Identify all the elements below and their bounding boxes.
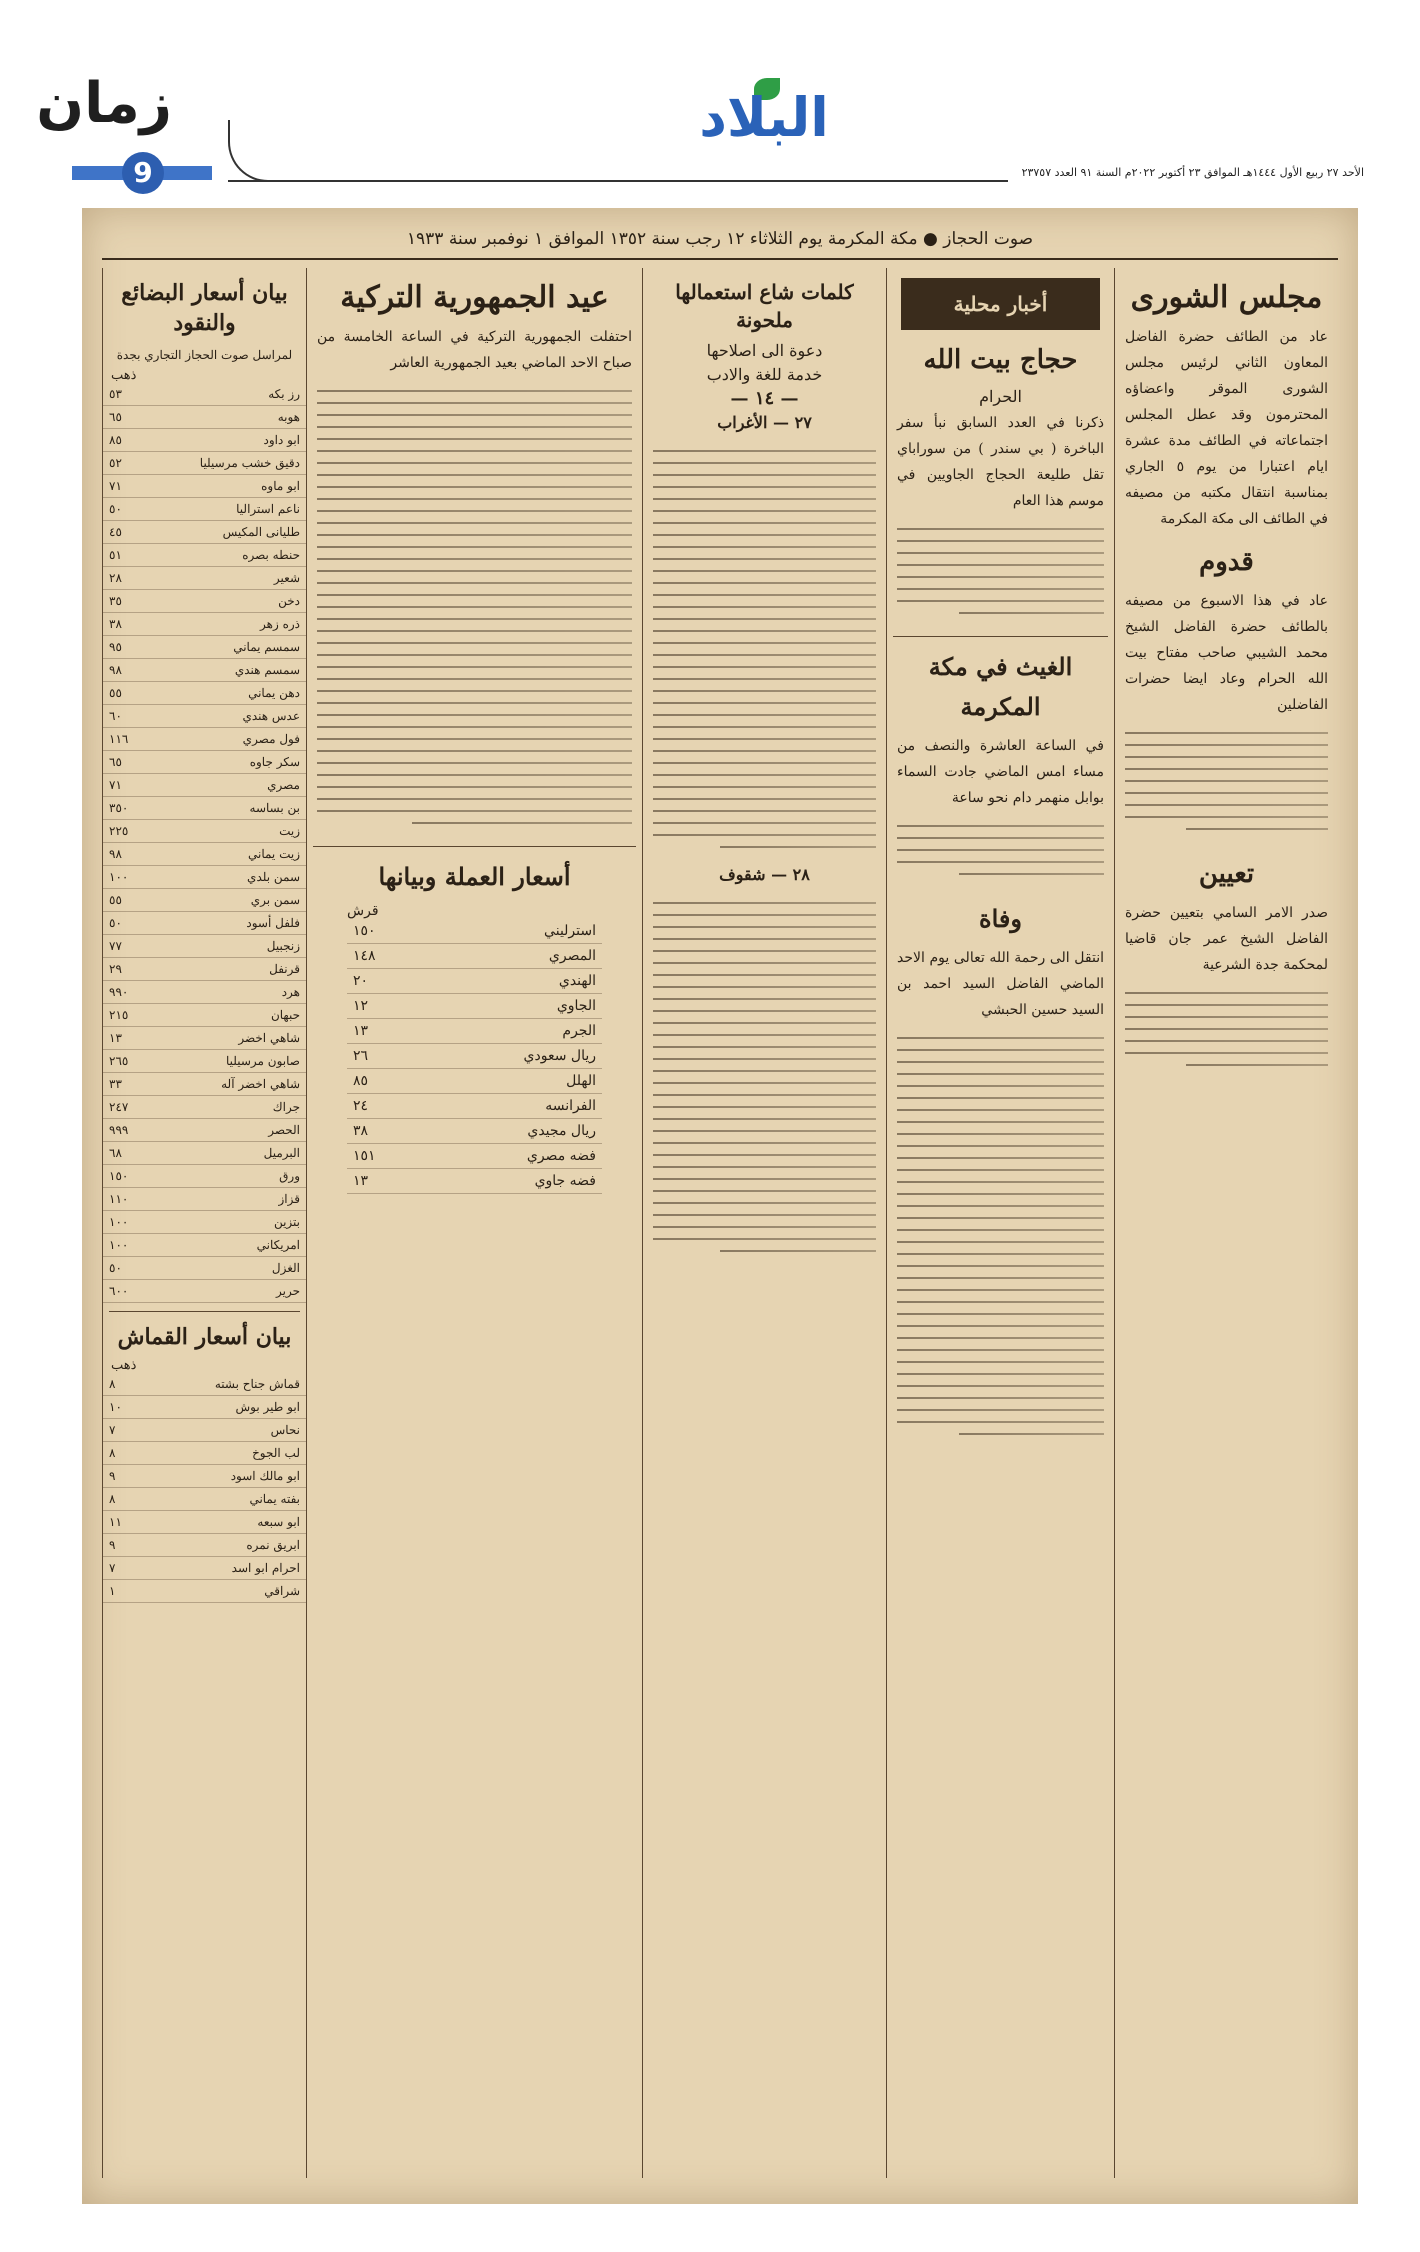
currency-row-value: ٨٥: [347, 1069, 419, 1094]
price-row-value: ٥٠: [103, 912, 175, 935]
price-row-value: ٢١٥: [103, 1004, 175, 1027]
headline-cloth: بيان أسعار القماش: [117, 1324, 292, 1350]
price-row: [103, 475, 306, 498]
currency-row: [347, 1019, 602, 1044]
price-row: [103, 682, 306, 705]
series-number: — ١٤ —: [730, 388, 799, 409]
price-row: [103, 636, 306, 659]
price-row-value: ٣٣: [103, 1073, 175, 1096]
price-row-name: سمن بري: [175, 889, 306, 912]
cloth-row-value: ٩: [103, 1465, 175, 1488]
price-row: [103, 590, 306, 613]
currency-row-name: الفرانسه: [419, 1094, 602, 1119]
price-row-name: دهن يماني: [175, 682, 306, 705]
headline-ghaith: الغيث في مكة المكرمة: [928, 652, 1073, 721]
cloth-row: [103, 1580, 306, 1603]
price-row: [103, 889, 306, 912]
header-rule-curve: [228, 120, 288, 182]
price-row: [103, 1119, 306, 1142]
column-jumhuriya: [306, 268, 642, 2178]
article-hajj-text: ذكرنا في العدد السابق نبأ سفر الباخرة ( بي سندر ) من سوراباي تقل طليعة الحجاج الجاويين في موسم هذا العام: [897, 415, 1104, 509]
price-row-name: ابو داود: [175, 429, 306, 452]
price-row: [103, 866, 306, 889]
price-row-name: جراك: [175, 1096, 306, 1119]
price-row-value: ٥٣: [103, 383, 175, 406]
cloth-unit-label: ذهب: [111, 1358, 137, 1373]
currency-row-value: ١٥٠: [347, 919, 419, 944]
price-row-value: ٦٨: [103, 1142, 175, 1165]
archive-newspaper-page: [82, 208, 1358, 2204]
prices-table: [103, 383, 306, 1303]
price-row-name: دخن: [175, 590, 306, 613]
currency-row-name: الجرم: [419, 1019, 602, 1044]
currency-row-value: ٢٦: [347, 1044, 419, 1069]
price-row-value: ٧١: [103, 774, 175, 797]
price-row: [103, 912, 306, 935]
price-row: [103, 820, 306, 843]
column-shura: [1114, 268, 1338, 2178]
currency-row-name: فضه مصري: [419, 1144, 602, 1169]
price-row-value: ١٥٠: [103, 1165, 175, 1188]
price-row: [103, 383, 306, 406]
price-row: [103, 1257, 306, 1280]
currency-row: [347, 994, 602, 1019]
currency-row-name: الجاوي: [419, 994, 602, 1019]
price-row-name: حرير: [175, 1280, 306, 1303]
price-row-name: دقيق خشب مرسيليا: [175, 452, 306, 475]
price-row-value: ٩٨: [103, 843, 175, 866]
price-row: [103, 1142, 306, 1165]
currency-row-name: فضه جاوي: [419, 1169, 602, 1194]
cloth-row: [103, 1557, 306, 1580]
currency-row-value: ١٤٨: [347, 944, 419, 969]
article-jumhuriya-lines: [307, 376, 642, 838]
price-row-name: هوبه: [175, 406, 306, 429]
prices-unit-label: ذهب: [111, 368, 137, 383]
price-row-value: ٥٥: [103, 889, 175, 912]
price-row-name: بتزين: [175, 1211, 306, 1234]
price-row-name: البرميل: [175, 1142, 306, 1165]
price-row-value: ١٣: [103, 1027, 175, 1050]
price-row-value: ١١٠: [103, 1188, 175, 1211]
price-row-value: ٥٥: [103, 682, 175, 705]
price-row-value: ٣٥: [103, 590, 175, 613]
currency-row-name: الهلل: [419, 1069, 602, 1094]
price-row-value: ٥٠: [103, 1257, 175, 1280]
price-row-value: ٣٥٠: [103, 797, 175, 820]
currency-row: [347, 1169, 602, 1194]
price-row-name: ناعم استراليا: [175, 498, 306, 521]
currency-row: [347, 1094, 602, 1119]
price-row-value: ٨٥: [103, 429, 175, 452]
cloth-row-value: ٨: [103, 1442, 175, 1465]
price-row-name: رز بكه: [175, 383, 306, 406]
price-row-name: امريكاني: [175, 1234, 306, 1257]
currency-row: [347, 1144, 602, 1169]
price-row-value: ٩٥: [103, 636, 175, 659]
headline-hajj: حجاج بيت الله: [923, 345, 1078, 375]
cloth-row: [103, 1373, 306, 1396]
cloth-row: [103, 1419, 306, 1442]
currency-row: [347, 944, 602, 969]
issue-dateline: الأحد ٢٧ ربيع الأول ١٤٤٤هـ الموافق ٢٣ أكتوبر ٢٠٢٢م السنة ٩١ العدد ٢٣٧٥٧: [1021, 166, 1364, 179]
cloth-row-value: ١: [103, 1580, 175, 1603]
currency-table: [347, 919, 602, 1194]
currency-row: [347, 1044, 602, 1069]
cloth-row-name: نحاس: [175, 1419, 306, 1442]
currency-row-value: ١٣: [347, 1019, 419, 1044]
article-qudum-lines: [1115, 718, 1338, 844]
price-row-value: ٦٥: [103, 751, 175, 774]
price-row-value: ٩٩٩: [103, 1119, 175, 1142]
price-row: [103, 1165, 306, 1188]
price-row-name: زنجبيل: [175, 935, 306, 958]
cloth-row-value: ٩: [103, 1534, 175, 1557]
price-row-value: ١٠٠: [103, 866, 175, 889]
article-ghaith-text: في الساعة العاشرة والنصف من مساء امس الماضي جادت السماء بوابل منهمر دام نحو ساعة: [897, 738, 1104, 806]
price-row-value: ٦٠٠: [103, 1280, 175, 1303]
price-row: [103, 613, 306, 636]
price-row: [103, 1004, 306, 1027]
currency-row-name: ريال سعودي: [419, 1044, 602, 1069]
currency-row-value: ٣٨: [347, 1119, 419, 1144]
price-row: [103, 1096, 306, 1119]
price-row: [103, 1050, 306, 1073]
price-row-name: ورق: [175, 1165, 306, 1188]
cloth-row-name: ابو طير بوش: [175, 1396, 306, 1419]
price-row-value: ٩٩٠: [103, 981, 175, 1004]
price-row-name: ابو ماوه: [175, 475, 306, 498]
currency-row: [347, 1119, 602, 1144]
price-row-name: سمسم هندي: [175, 659, 306, 682]
headline-currency: أسعار العملة وبيانها: [378, 862, 571, 891]
price-row-value: ٣٨: [103, 613, 175, 636]
cloth-row-name: احرام ابو اسد: [175, 1557, 306, 1580]
section-title: زمان: [36, 71, 172, 136]
price-row: [103, 406, 306, 429]
price-row: [103, 935, 306, 958]
headline-wafat: وفاة: [979, 904, 1022, 933]
page-number-badge: 9: [122, 152, 164, 194]
cloth-row: [103, 1534, 306, 1557]
price-row: [103, 544, 306, 567]
price-row: [103, 1211, 306, 1234]
price-row: [103, 1027, 306, 1050]
cloth-row: [103, 1396, 306, 1419]
price-row-name: الغزل: [175, 1257, 306, 1280]
price-row-name: طليانى المكيس: [175, 521, 306, 544]
price-row-name: سمن بلدي: [175, 866, 306, 889]
headline-jumhuriya: عيد الجمهورية التركية: [340, 280, 609, 315]
price-row: [103, 981, 306, 1004]
price-row-name: شعير: [175, 567, 306, 590]
price-row: [103, 774, 306, 797]
price-row: [103, 521, 306, 544]
price-row: [103, 659, 306, 682]
price-row-name: شاهي اخضر آله: [175, 1073, 306, 1096]
price-row-name: حبهان: [175, 1004, 306, 1027]
price-row-value: ٢٩: [103, 958, 175, 981]
price-row: [103, 567, 306, 590]
price-row: [103, 958, 306, 981]
subhead-kalimat-1: دعوة الى اصلاحها: [706, 341, 823, 360]
headline-qudum: قدوم: [1199, 547, 1254, 577]
currency-row-name: ريال مجيدي: [419, 1119, 602, 1144]
price-row-value: ٩٨: [103, 659, 175, 682]
currency-row: [347, 969, 602, 994]
article-shura-text: عاد من الطائف حضرة الفاضل المعاون الثاني لرئيس مجلس الشورى الموقر واعضاؤه المحترمون وقد عطل المجلس اجتماعاته في الطائف مدة عشرة ايام اعتبارا من يوم ٥ الجاري بمناسبة انتقال مكتبه من مصيفه في الطائف الى مكة المكرمة: [1125, 329, 1328, 527]
price-row-name: بن بساسه: [175, 797, 306, 820]
logo-text: البلاد: [699, 86, 829, 149]
price-row-value: ٧٧: [103, 935, 175, 958]
price-row-name: زيت يماني: [175, 843, 306, 866]
entry-2-lines: [643, 888, 886, 1266]
price-row-name: حنطه بصره: [175, 544, 306, 567]
price-row: [103, 1073, 306, 1096]
column-kalimat: [642, 268, 886, 2178]
headline-taayin: تعيين: [1198, 859, 1255, 889]
price-row-name: ذره زهر: [175, 613, 306, 636]
cloth-row: [103, 1442, 306, 1465]
cloth-row-name: ابريق نمره: [175, 1534, 306, 1557]
article-hajj-lines: [887, 514, 1114, 628]
price-row-name: زيت: [175, 820, 306, 843]
headline-shura: مجلس الشورى: [1130, 280, 1323, 315]
price-row-name: فول مصري: [175, 728, 306, 751]
price-row-value: ٤٥: [103, 521, 175, 544]
article-taayin-text: صدر الامر السامي بتعيين حضرة الفاضل الشيخ عمر جان قاضيا لمحكمة جدة الشرعية: [1125, 905, 1328, 973]
price-row-name: فلفل أسود: [175, 912, 306, 935]
price-row: [103, 843, 306, 866]
currency-row-name: المصري: [419, 944, 602, 969]
price-row: [103, 705, 306, 728]
article-jumhuriya-text: احتفلت الجمهورية التركية في الساعة الخامسة من صباح الاحد الماضي بعيد الجمهورية العاشر: [317, 329, 632, 371]
column-hajj: [886, 268, 1114, 2178]
subhead-prices: لمراسل صوت الحجاز التجاري بجدة: [116, 348, 293, 362]
subhead-hajj: الحرام: [979, 387, 1022, 406]
price-row: [103, 429, 306, 452]
article-qudum-text: عاد في هذا الاسبوع من مصيفه بالطائف حضرة الفاضل الشيخ محمد الشيبي صاحب مفتاح بيت الله الحرام وعاد ايضا حضرات الفاضلين: [1125, 593, 1328, 713]
entry-1-lines: [643, 436, 886, 862]
article-taayin-lines: [1115, 978, 1338, 1080]
currency-row-value: ١٥١: [347, 1144, 419, 1169]
column-prices: [102, 268, 306, 2178]
price-row-value: ١١٦: [103, 728, 175, 751]
currency-row-value: ٢٤: [347, 1094, 419, 1119]
price-row-name: هرد: [175, 981, 306, 1004]
cloth-table: [103, 1373, 306, 1603]
price-row-name: الحصر: [175, 1119, 306, 1142]
price-row-value: ٥٠: [103, 498, 175, 521]
article-wafat-text: انتقل الى رحمة الله تعالى يوم الاحد الماضي الفاضل السيد احمد بن السيد حسين الحبشي: [897, 950, 1104, 1018]
cloth-row: [103, 1488, 306, 1511]
cloth-row-name: بفته يماني: [175, 1488, 306, 1511]
currency-row-value: ٢٠: [347, 969, 419, 994]
price-row-value: ٢٦٥: [103, 1050, 175, 1073]
cloth-row-name: ابو مالك اسود: [175, 1465, 306, 1488]
price-row-value: ٦٥: [103, 406, 175, 429]
price-row-value: ١٠٠: [103, 1211, 175, 1234]
price-row: [103, 797, 306, 820]
cloth-row-name: لب الجوخ: [175, 1442, 306, 1465]
cloth-row-value: ٨: [103, 1373, 175, 1396]
price-row: [103, 1188, 306, 1211]
currency-row-name: استرليني: [419, 919, 602, 944]
article-ghaith-lines: [887, 811, 1114, 889]
cloth-row: [103, 1465, 306, 1488]
cloth-row-value: ١٠: [103, 1396, 175, 1419]
cloth-row-value: ٧: [103, 1557, 175, 1580]
price-row-value: ٦٠: [103, 705, 175, 728]
price-row-name: سكر جاوه: [175, 751, 306, 774]
currency-row: [347, 919, 602, 944]
price-row-name: صابون مرسيليا: [175, 1050, 306, 1073]
price-row-name: سمسم يماني: [175, 636, 306, 659]
price-row-value: ١٠٠: [103, 1234, 175, 1257]
subhead-kalimat-2: خدمة للغة والادب: [706, 365, 823, 384]
price-row-value: ٢٢٥: [103, 820, 175, 843]
page-header: [0, 0, 1420, 190]
entry-title-2: ٢٨ — شقوف: [719, 865, 810, 884]
cloth-row-name: قماش جناح بشته: [175, 1373, 306, 1396]
currency-unit-label: قرش: [347, 903, 379, 919]
currency-row-value: ١٢: [347, 994, 419, 1019]
price-row: [103, 728, 306, 751]
price-row-name: قزاز: [175, 1188, 306, 1211]
price-row-name: عدس هندي: [175, 705, 306, 728]
headline-kalimat: كلمات شاع استعمالها ملحونة: [675, 280, 854, 332]
price-row: [103, 452, 306, 475]
entry-title-1: ٢٧ — الأغراب: [717, 413, 812, 432]
cloth-row-value: ١١: [103, 1511, 175, 1534]
price-row-value: ٢٨: [103, 567, 175, 590]
cloth-row: [103, 1511, 306, 1534]
currency-row-name: الهندي: [419, 969, 602, 994]
currency-row: [347, 1069, 602, 1094]
price-row-value: ٥٢: [103, 452, 175, 475]
cloth-row-value: ٧: [103, 1419, 175, 1442]
price-row: [103, 498, 306, 521]
newspaper-logo: [694, 78, 834, 158]
price-row: [103, 751, 306, 774]
header-rule: [228, 180, 1008, 182]
price-row: [103, 1234, 306, 1257]
archive-masthead: صوت الحجاز ● مكة المكرمة يوم الثلاثاء ١٢ رجب سنة ١٣٥٢ الموافق ١ نوفمبر سنة ١٩٣٣: [102, 224, 1338, 260]
article-wafat-lines: [887, 1023, 1114, 1449]
cloth-row-name: ابو سبعه: [175, 1511, 306, 1534]
cloth-row-name: شراقي: [175, 1580, 306, 1603]
price-row-value: ٢٤٧: [103, 1096, 175, 1119]
price-row-name: مصري: [175, 774, 306, 797]
price-row-name: شاهي اخضر: [175, 1027, 306, 1050]
currency-row-value: ١٣: [347, 1169, 419, 1194]
headline-prices: بيان أسعار البضائع والنقود: [121, 280, 288, 336]
local-news-banner: أخبار محلية: [901, 278, 1100, 330]
price-row: [103, 1280, 306, 1303]
cloth-row-value: ٨: [103, 1488, 175, 1511]
price-row-value: ٧١: [103, 475, 175, 498]
price-row-name: قرنفل: [175, 958, 306, 981]
price-row-value: ٥١: [103, 544, 175, 567]
